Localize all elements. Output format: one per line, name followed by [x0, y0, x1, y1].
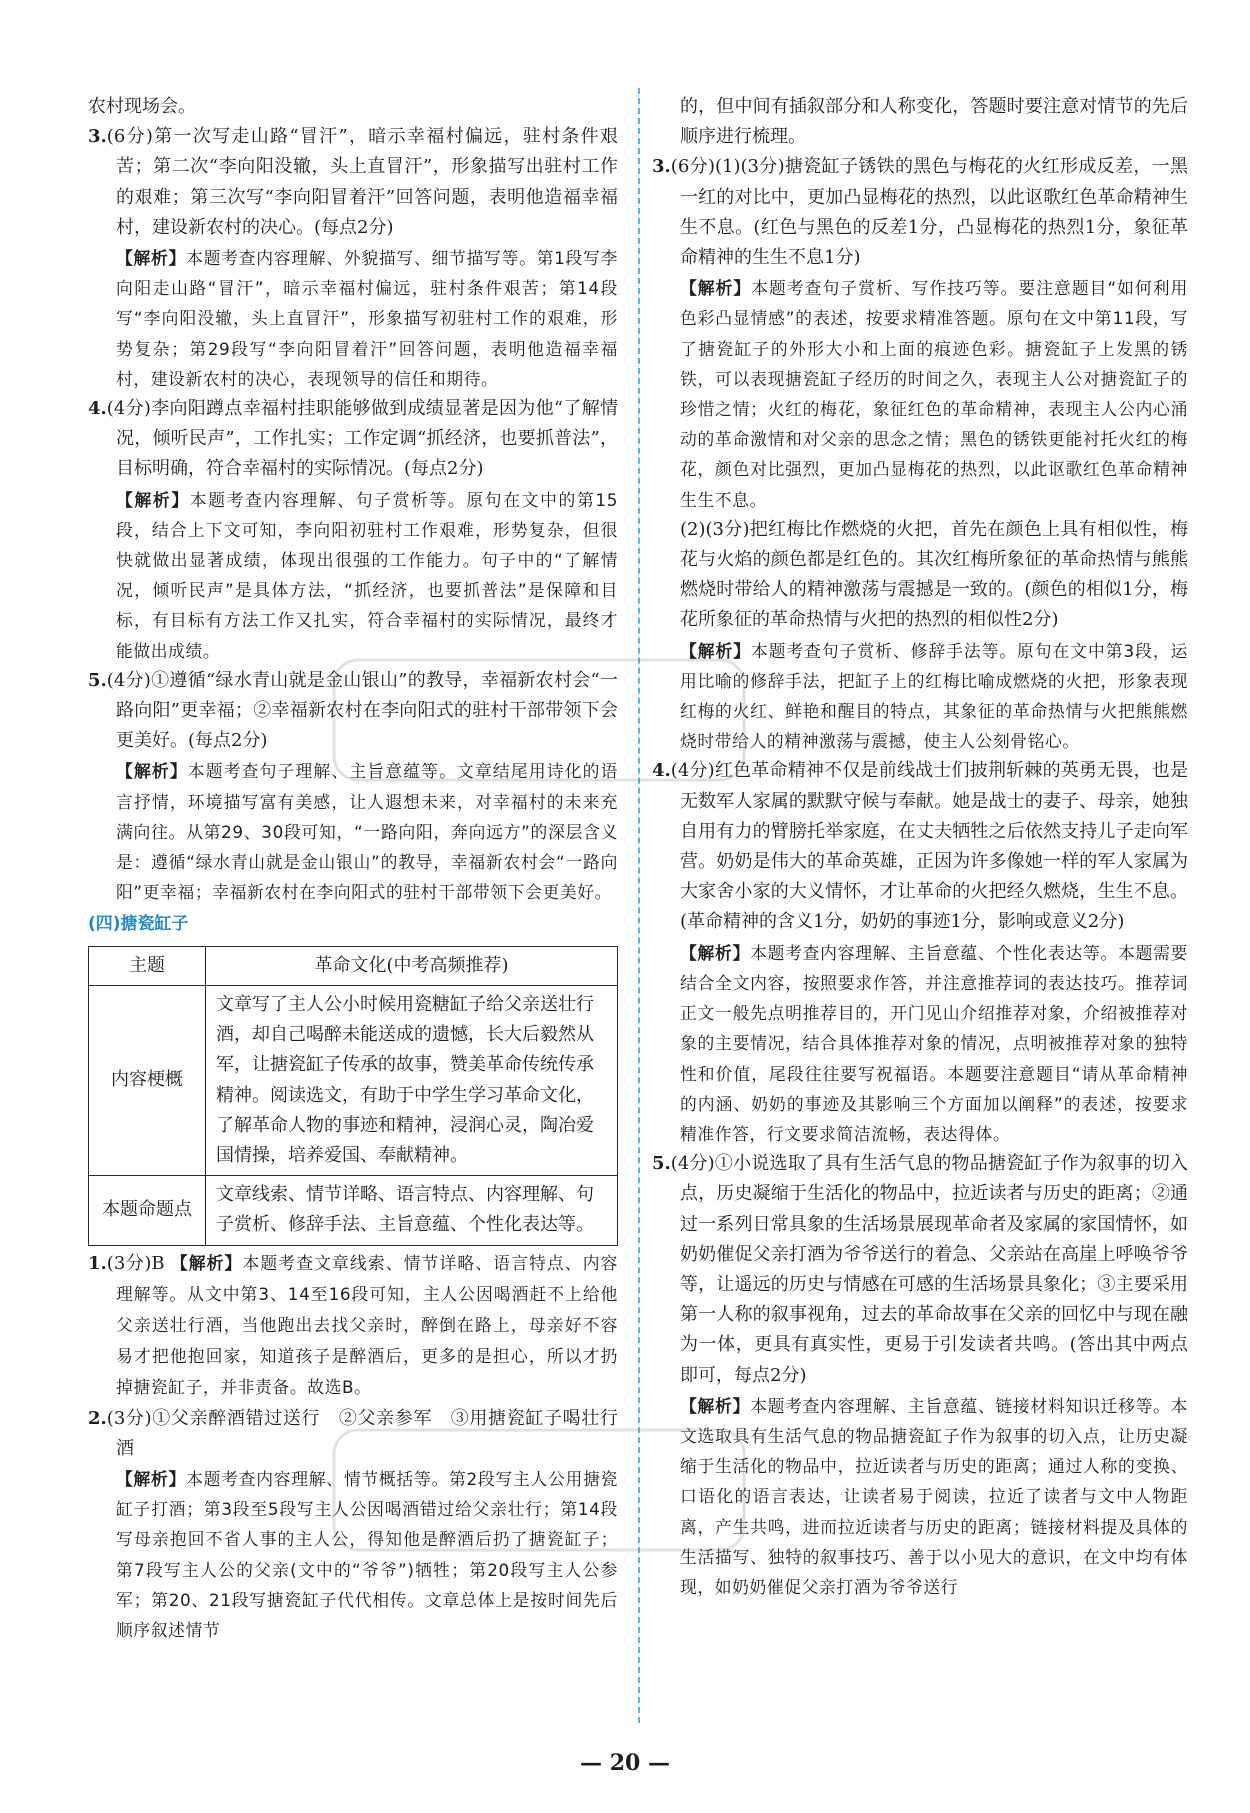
answer-3: [88, 122, 618, 243]
answer-4-text: (4分)李向阳蹲点幸福村挂职能够做到成绩显著是因为他“了解情况，倾听民声”，工作扎实；工作定调“抓经济，也要抓普法”，目标明确，符合幸福村的实际情况。(每点2分): [106, 398, 618, 480]
table-row: [89, 985, 618, 1175]
analysis-tag: 【解析】: [116, 489, 190, 510]
b-analysis-1: [116, 1253, 618, 1398]
table-row: [89, 946, 618, 985]
r-analysis-4: [652, 938, 1188, 1149]
analysis-tag: 【解析】: [680, 640, 751, 661]
section-title: (四)搪瓷缸子: [88, 914, 189, 935]
r-answer-3: [652, 152, 1188, 273]
b-analysis-2: [88, 1464, 618, 1645]
table-header-key: 主题: [89, 946, 206, 985]
analysis-4: [88, 485, 618, 666]
answer-3-text: (6分)第一次写走山路“冒汗”，暗示幸福村偏远，驻村条件艰苦；第二次“李向阳没辙，头上直冒汗”，形象描写出驻村工作的艰难；第三次写“李向阳冒着汗”回答问题，表明他造福幸福村，建设新农村的决心。(每点2分): [106, 126, 618, 238]
r-analysis-3-2-text: 本题考查句子赏析、修辞手法等。原句在文中第3段，运用比喻的修辞手法，把缸子上的红梅比喻成燃烧的火把，形象表现红梅的火红、鲜艳和醒目的特点，其象征的革命热情与火把熊熊燃烧时带给人的精神激荡与震撼，使主人公刻骨铭心。: [680, 640, 1188, 752]
continued-text: 农村现场会。: [88, 96, 196, 117]
r-answer-4-number: 4.: [652, 760, 671, 782]
right-column: [652, 92, 1188, 1602]
table-cell-key: 内容梗概: [89, 985, 206, 1175]
table-header-value: 革命文化(中考高频推荐): [206, 946, 618, 985]
b-answer-1-text: (3分)B: [106, 1252, 165, 1274]
r-analysis-3-1-text: 本题考查句子赏析、写作技巧等。要注意题目“如何利用色彩凸显情感”的表述，按要求精准答题。原句在文中第11段，写了搪瓷缸子的外形大小和上面的痕迹色彩。搪瓷缸子上发黑的锈铁，可以表现搪瓷缸子经历的时间之久，表现主人公对搪瓷缸子的珍惜之情；火红的梅花，象征红色的革命精神，表现主人公内心涌动的革命激情和对父亲的思念之情；黑色的锈铁更能衬托火红的梅花，颜色对比强烈，更加凸显梅花的热烈，以此讴歌红色革命精神生生不息。: [680, 278, 1188, 510]
analysis-tag: 【解析】: [680, 278, 752, 299]
r-answer-4: [652, 756, 1188, 937]
r-analysis-3-2: [652, 636, 1188, 757]
b-answer-1: [88, 1248, 618, 1404]
r-answer-4-text: (4分)红色革命精神不仅是前线战士们披荆斩棘的英勇无畏，也是无数军人家属的默默守候与奉献。她是战士的妻子、母亲，她独自用有力的臂膀托举家庭，在丈夫牺牲之后依然支持儿子走向军营。奶奶是伟大的革命英雄，正因为许多像她一样的军人家属为大家舍小家的大义情怀，才让革命的火把经久燃烧，生生不息。(革命精神的含义1分，奶奶的事迹1分，影响或意义2分): [670, 760, 1188, 933]
analysis-3: [88, 243, 618, 394]
analysis-tag: 【解析】: [680, 942, 751, 963]
answer-4: [88, 394, 618, 485]
analysis-4-text: 本题考查内容理解、句子赏析等。原句在文中的第15段，结合上下文可知，李向阳初驻村工作艰难，形势复杂，但很快就做出显著成绩，体现出很强的工作能力。句子中的“了解情况，倾听民声”是具体方法，“抓经济，也要抓普法”是保障和目标，有目标有方法工作又扎实，符合幸福村的实际情况，最终才能做出成绩。: [116, 489, 618, 661]
column-divider: [638, 88, 640, 1723]
b-answer-2-text: (3分)①父亲醉酒错过送行 ②父亲参军 ③用搪瓷缸子喝壮行酒: [106, 1407, 618, 1459]
r-answer-5-text: (4分)①小说选取了具有生活气息的物品搪瓷缸子作为叙事的切入点，历史凝缩于生活化的物品中，拉近读者与历史的距离；②通过一系列日常具象的生活场景展现革命者及家属的家国情怀，如奶奶催促父亲打酒为爷爷送行的着急、父亲站在高崖上呼唤爷爷等，让遥远的历史与情感在可感的生活场景具象化；③主要采用第一人称的叙事视角，过去的革命故事在父亲的回忆中与现在融为一体，更具有真实性，更易于引发读者共鸣。(答出其中两点即可，每点2分): [670, 1153, 1188, 1386]
b-analysis-1-text: 本题考查文章线索、情节详略、语言特点、内容理解等。从文中第3、14至16段可知，主人公因喝酒赶不上给他父亲送壮行酒，当他跑出去找父亲时，醉倒在路上，母亲好不容易才把他抱回家，知道孩子是醉酒后，更多的是担心，所以才扔掉搪瓷缸子，并非责备。故选B。: [116, 1252, 618, 1398]
answer-4-number: 4.: [88, 398, 107, 420]
answer-5-number: 5.: [88, 669, 107, 691]
left-column: [88, 92, 618, 1645]
answer-5: [88, 666, 618, 757]
b-answer-1-number: 1.: [88, 1252, 107, 1274]
b-answer-2: [88, 1404, 618, 1464]
r-analysis-5-text: 本题考查内容理解、主旨意蕴、链接材料知识迁移等。本文选取具有生活气息的物品搪瓷缸子作为叙事的切入点，让历史凝缩于生活化的物品中，拉近读者与历史的距离；通过人称的变换、口语化的语言表达，让读者易于阅读，拉近了读者与文中人物距离，产生共鸣，进而拉近读者与历史的距离；链接材料提及具体的生活描写、独特的叙事技巧、善于以小见大的意识，在文中均有体现，如奶奶催促父亲打酒为爷爷送行: [680, 1395, 1188, 1597]
r-answer-3-number: 3.: [652, 156, 671, 178]
table-cell-value: 文章写了主人公小时候用瓷糖缸子给父亲送壮行酒，却自己喝醉未能送成的遗憾，长大后毅然从军，让搪瓷缸子传承的故事，赞美革命传统传承精神。阅读选文，有助于中学生学习革命文化，了解革命人物的事迹和精神，浸润心灵，陶冶爱国情操，培养爱国、奉献精神。: [206, 985, 618, 1175]
r-answer-3-text: (6分)(1)(3分)搪瓷缸子锈铁的黑色与梅花的火红形成反差，一黑一红的对比中，更加凸显梅花的热烈，以此讴歌红色革命精神生生不息。(红色与黑色的反差1分，凸显梅花的热烈1分，象征革命精神的生生不息1分): [670, 156, 1188, 269]
table-row: [89, 1176, 618, 1245]
analysis-3-text: 本题考查内容理解、外貌描写、细节描写等。第1段写李向阳走山路“冒汗”，暗示幸福村偏远，驻村条件艰苦；第14段写“李向阳没辙，头上直冒汗”，形象描写初驻村工作的艰难，形势复杂；第29段写“李向阳冒着汗”回答问题，表明他造福幸福村，建设新农村的决心，表现领导的信任和期待。: [116, 248, 618, 389]
analysis-5-text: 本题考查句子理解、主旨意蕴等。文章结尾用诗化的语言抒情，环境描写富有美感，让人遐想未来，对幸福村的未来充满向往。从第29、30段可知，“一路向阳，奔向远方”的深层含义是：遵循“绿水青山就是金山银山”的教导，幸福新农村会“一路向阳”更幸福；幸福新农村在李向阳式的驻村干部带领下会更美好。: [116, 761, 618, 903]
b-answer-2-number: 2.: [88, 1407, 107, 1429]
table-cell-value: 文章线索、情节详略、语言特点、内容理解、句子赏析、修辞手法、主旨意蕴、个性化表达等。: [206, 1176, 618, 1245]
page-number: — 20 —: [580, 1750, 670, 1776]
answer-3-number: 3.: [88, 126, 107, 148]
answer-5-text: (4分)①遵循“绿水青山就是金山银山”的教导，幸福新农村会“一路向阳”更幸福；②幸福新农村在李向阳式的驻村干部带领下会更美好。(每点2分): [106, 669, 618, 752]
r-analysis-4-text: 本题考查内容理解、主旨意蕴、个性化表达等。本题需要结合全文内容，按照要求作答，并注意推荐词的表达技巧。推荐词正文一般先点明推荐目的，开门见山介绍推荐对象，介绍被推荐对象的主要情况，结合具体推荐对象的情况，点明被推荐对象的独特性和价值，尾段往往要写祝福语。本题要注意题目“请从革命精神的内涵、奶奶的事迹及其影响三个方面加以阐释”的表述，按要求精准作答，行文要求简洁流畅，表达得体。: [680, 942, 1188, 1144]
analysis-tag: 【解析】: [116, 761, 188, 782]
b-analysis-2-text: 本题考查内容理解、情节概括等。第2段写主人公用搪瓷缸子打酒；第3段至5段写主人公因喝酒错过给父亲壮行；第14段写母亲抱回不省人事的主人公，得知他是醉酒后扔了搪瓷缸子；第7段写主人公的父亲(文中的“爷爷”)牺牲；第20段写主人公参军；第20、21段写搪瓷缸子代代相传。文章总体上是按时间先后顺序叙述情节: [116, 1468, 618, 1640]
r-analysis-5: [652, 1391, 1188, 1602]
r-answer-5: [652, 1149, 1188, 1391]
table-cell-key: 本题命题点: [89, 1176, 206, 1245]
info-table: [88, 946, 618, 1246]
analysis-tag: 【解析】: [116, 1468, 187, 1489]
analysis-tag: 【解析】: [680, 1395, 751, 1416]
r-answer-5-number: 5.: [652, 1153, 671, 1175]
analysis-tag: 【解析】: [116, 248, 187, 269]
analysis-5: [88, 756, 618, 907]
r-analysis-3-1: [652, 273, 1188, 515]
r-answer-3-part-2: (2)(3分)把红梅比作燃烧的火把，首先在颜色上具有相似性，梅花与火焰的颜色都是红色的。其次红梅所象征的革命热情与熊熊燃烧时带给人的精神激荡与震撼是一致的。(颜色的相似1分，梅花所象征的革命热情与火把的热烈的相似性2分): [680, 518, 1188, 631]
analysis-tag: 【解析】: [170, 1252, 243, 1273]
continued-text-right: 的，但中间有插叙部分和人称变化，答题时要注意对情节的先后顺序进行梳理。: [680, 96, 1188, 148]
